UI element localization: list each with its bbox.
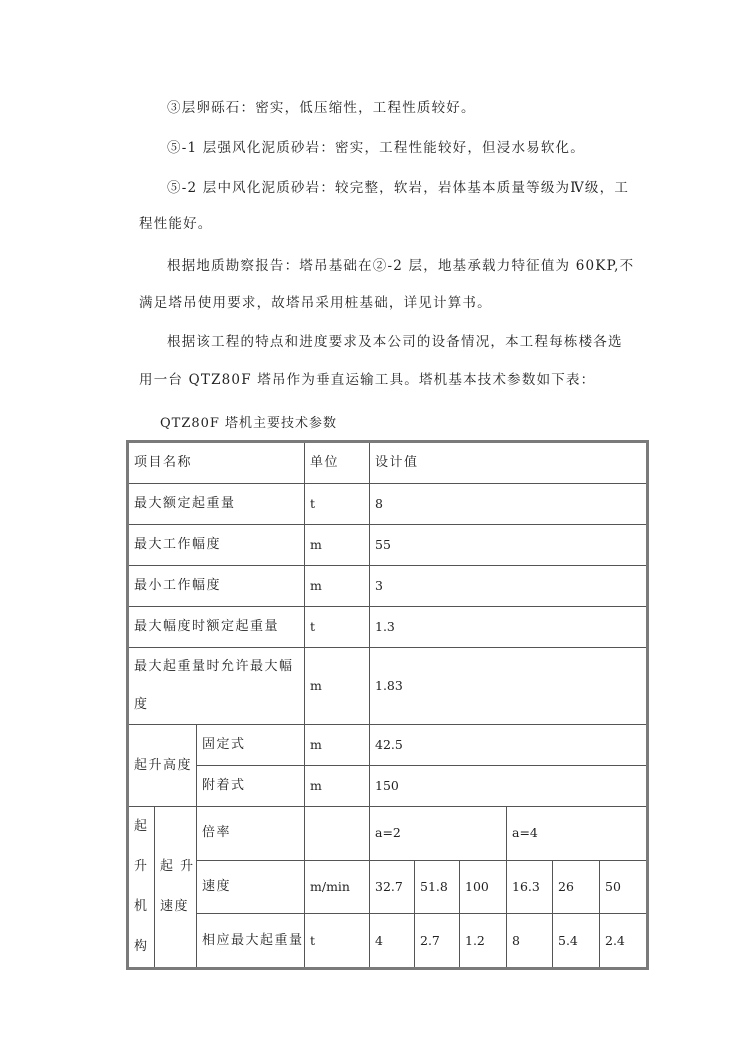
ratio-a4: a=4 xyxy=(507,807,648,861)
lift-fixed-unit: m xyxy=(305,725,370,766)
hoist-sub-line: 起 升 xyxy=(160,859,195,874)
row-unit: m xyxy=(305,648,370,725)
table-row xyxy=(128,566,648,607)
row-value: 8 xyxy=(370,484,648,525)
lift-attached-name: 附着式 xyxy=(197,766,305,807)
table-row xyxy=(128,484,648,525)
paragraph-layer-3: ③层卵砾石：密实，低压缩性，工程性质较好。 xyxy=(167,100,476,116)
load-value: 8 xyxy=(507,914,553,969)
row-name: 最大额定起重量 xyxy=(128,484,305,525)
speed-value: 32.7 xyxy=(370,860,415,914)
header-value: 设计值 xyxy=(370,442,648,484)
speed-value: 51.8 xyxy=(415,860,460,914)
speed-name: 速度 xyxy=(197,860,305,914)
ratio-name: 倍率 xyxy=(197,807,305,861)
hoist-group-label xyxy=(128,807,155,969)
paragraph-layer-5-1: ⑤-1 层强风化泥质砂岩：密实，工程性能较好，但浸水易软化。 xyxy=(167,140,585,156)
row-name: 最小工作幅度 xyxy=(128,566,305,607)
speed-value: 16.3 xyxy=(507,860,553,914)
speed-unit: m/min xyxy=(305,860,370,914)
row-unit: t xyxy=(305,484,370,525)
lift-fixed-name: 固定式 xyxy=(197,725,305,766)
paragraph-survey: 根据地质勘察报告：塔吊基础在②-2 层，地基承载力特征值为 60KP,不 xyxy=(167,258,635,274)
row-unit: t xyxy=(305,607,370,648)
hoist-group-char: 起 xyxy=(134,819,149,834)
table-row-speed xyxy=(128,860,648,914)
hoist-sub-line: 速度 xyxy=(160,899,190,914)
paragraph-layer-5-2-cont: 程性能好。 xyxy=(139,216,213,232)
row-value: 3 xyxy=(370,566,648,607)
table-caption: QTZ80F 塔机主要技术参数 xyxy=(160,416,338,431)
table-row xyxy=(128,525,648,566)
hoist-sub-label xyxy=(155,807,197,969)
hoist-group-char: 升 xyxy=(134,859,149,874)
load-value: 2.7 xyxy=(415,914,460,969)
header-name: 项目名称 xyxy=(128,442,305,484)
table-row xyxy=(128,648,648,725)
lift-height-label: 起升高度 xyxy=(128,725,197,807)
paragraph-equipment: 根据该工程的特点和进度要求及本公司的设备情况，本工程每栋楼各选 xyxy=(167,334,623,350)
row-name: 最大起重量时允许最大幅度 xyxy=(128,648,305,725)
hoist-group-char: 机 xyxy=(134,899,149,914)
hoist-group-char: 构 xyxy=(134,939,149,954)
row-value: 55 xyxy=(370,525,648,566)
lift-attached-unit: m xyxy=(305,766,370,807)
speed-value: 100 xyxy=(460,860,507,914)
spec-table xyxy=(126,440,649,970)
table-row-load xyxy=(128,914,648,969)
table-row-lift-fixed xyxy=(128,725,648,766)
load-name: 相应最大起重量 xyxy=(197,914,305,969)
row-value: 1.3 xyxy=(370,607,648,648)
load-value: 5.4 xyxy=(553,914,600,969)
paragraph-layer-5-2: ⑤-2 层中风化泥质砂岩：较完整，软岩，岩体基本质量等级为Ⅳ级，工 xyxy=(167,180,630,196)
row-unit: m xyxy=(305,525,370,566)
load-value: 2.4 xyxy=(600,914,648,969)
table-header-row xyxy=(128,442,648,484)
row-name: 最大幅度时额定起重量 xyxy=(128,607,305,648)
load-value: 1.2 xyxy=(460,914,507,969)
ratio-a2: a=2 xyxy=(370,807,507,861)
lift-attached-value: 150 xyxy=(370,766,648,807)
row-name: 最大工作幅度 xyxy=(128,525,305,566)
load-value: 4 xyxy=(370,914,415,969)
ratio-unit xyxy=(305,807,370,861)
speed-value: 26 xyxy=(553,860,600,914)
speed-value: 50 xyxy=(600,860,648,914)
paragraph-equipment-cont: 用一台 QTZ80F 塔吊作为垂直运输工具。塔机基本技术参数如下表： xyxy=(139,372,596,388)
lift-fixed-value: 42.5 xyxy=(370,725,648,766)
paragraph-survey-cont: 满足塔吊使用要求，故塔吊采用桩基础，详见计算书。 xyxy=(139,295,492,311)
table-row-ratio xyxy=(128,807,648,861)
load-unit: t xyxy=(305,914,370,969)
table-row-lift-attached xyxy=(128,766,648,807)
table-row xyxy=(128,607,648,648)
row-value: 1.83 xyxy=(370,648,648,725)
header-unit: 单位 xyxy=(305,442,370,484)
row-unit: m xyxy=(305,566,370,607)
